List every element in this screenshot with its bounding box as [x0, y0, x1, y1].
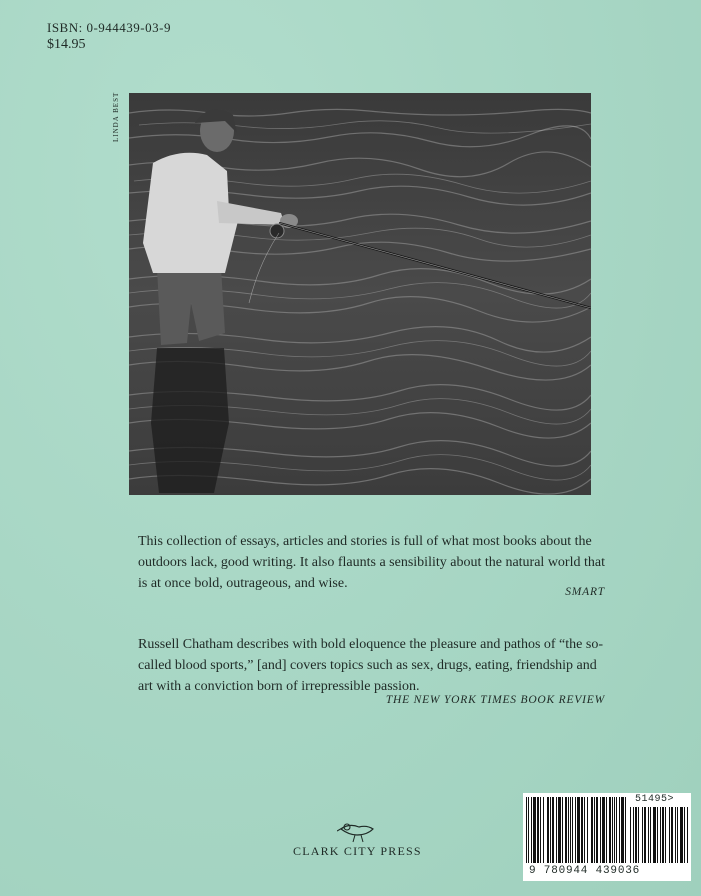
addon-barcode [630, 807, 688, 863]
barcode-bar [677, 807, 678, 863]
barcode-bar [531, 797, 532, 863]
barcode-bar [660, 807, 661, 863]
barcode-bar [621, 797, 624, 863]
barcode-bar [602, 797, 605, 863]
barcode-bar [562, 797, 563, 863]
barcode-bar [547, 797, 549, 863]
barcode-bar [594, 797, 595, 863]
barcode-bar [568, 797, 569, 863]
barcode-bar [596, 797, 598, 863]
barcode-bar [550, 797, 551, 863]
photo-credit: LINDA BEST [112, 92, 120, 143]
barcode-bar [648, 807, 649, 863]
barcode-bar [606, 797, 607, 863]
barcode-bar [612, 797, 613, 863]
review-source-2: THE NEW YORK TIMES BOOK REVIEW [385, 694, 605, 706]
isbn-label: ISBN: 0-944439-03-9 [47, 20, 171, 35]
fly-fisherman-photo [129, 93, 591, 495]
barcode-bar [565, 797, 567, 863]
barcode-bar [684, 807, 685, 863]
barcode-bar [619, 797, 620, 863]
barcode-bar [558, 797, 561, 863]
barcode-bar [609, 797, 611, 863]
barcode-bar [584, 797, 585, 863]
review-text-2: Russell Chatham describes with bold eloquence the pleasure and pathos of “the so-called blood sports,” [and] covers topics such as sex, drugs, eating, friendship and art with a conviction born of irrepressible passion. [138, 637, 603, 694]
barcode-bar [635, 807, 637, 863]
barcode [523, 793, 691, 881]
barcode-bar [625, 797, 626, 863]
barcode-bar [533, 797, 536, 863]
barcode-bar [540, 797, 541, 863]
barcode-bar [662, 807, 664, 863]
barcode-bar [577, 797, 580, 863]
barcode-bar [653, 807, 656, 863]
barcode-bar [633, 807, 634, 863]
review-text-1: This collection of essays, articles and stories is full of what most books about the outdoors lack, good writing. It also flaunts a sensibility about the natural world that is at once bold, outrageous, and wise. [138, 534, 605, 591]
barcode-bar [575, 797, 576, 863]
price-label: $14.95 [47, 37, 86, 52]
barcode-bar [614, 797, 615, 863]
barcode-bar [587, 797, 588, 863]
barcode-bar [657, 807, 658, 863]
barcode-bar [630, 807, 631, 863]
barcode-bar [642, 807, 643, 863]
barcode-bar [591, 797, 593, 863]
barcode-bar [526, 797, 527, 863]
barcode-bar [675, 807, 676, 863]
barcode-bar [665, 807, 666, 863]
barcode-bar [669, 807, 670, 863]
barcode-bar [687, 807, 688, 863]
barcode-bar [572, 797, 573, 863]
barcode-bar [552, 797, 554, 863]
barcode-bar [671, 807, 673, 863]
barcode-bar [556, 797, 557, 863]
barcode-addon-number: 51495> [635, 794, 675, 805]
barcode-bar [644, 807, 646, 863]
publisher-name: CLARK CITY PRESS [293, 844, 422, 858]
barcode-bar [650, 807, 651, 863]
barcode-bar [581, 797, 583, 863]
barcode-bar [570, 797, 571, 863]
barcode-bar [537, 797, 539, 863]
barcode-bar [638, 807, 639, 863]
barcode-bar [680, 807, 683, 863]
ean-barcode [526, 797, 626, 863]
review-source-1: SMART [565, 586, 605, 598]
barcode-bar [543, 797, 544, 863]
review-quote-1 [138, 531, 606, 594]
barcode-ean-number: 9 780944 439036 [529, 865, 641, 877]
shorebird-icon [337, 815, 381, 843]
review-quote-2 [138, 634, 606, 697]
barcode-bar [616, 797, 617, 863]
barcode-bar [600, 797, 601, 863]
barcode-bar [528, 797, 529, 863]
